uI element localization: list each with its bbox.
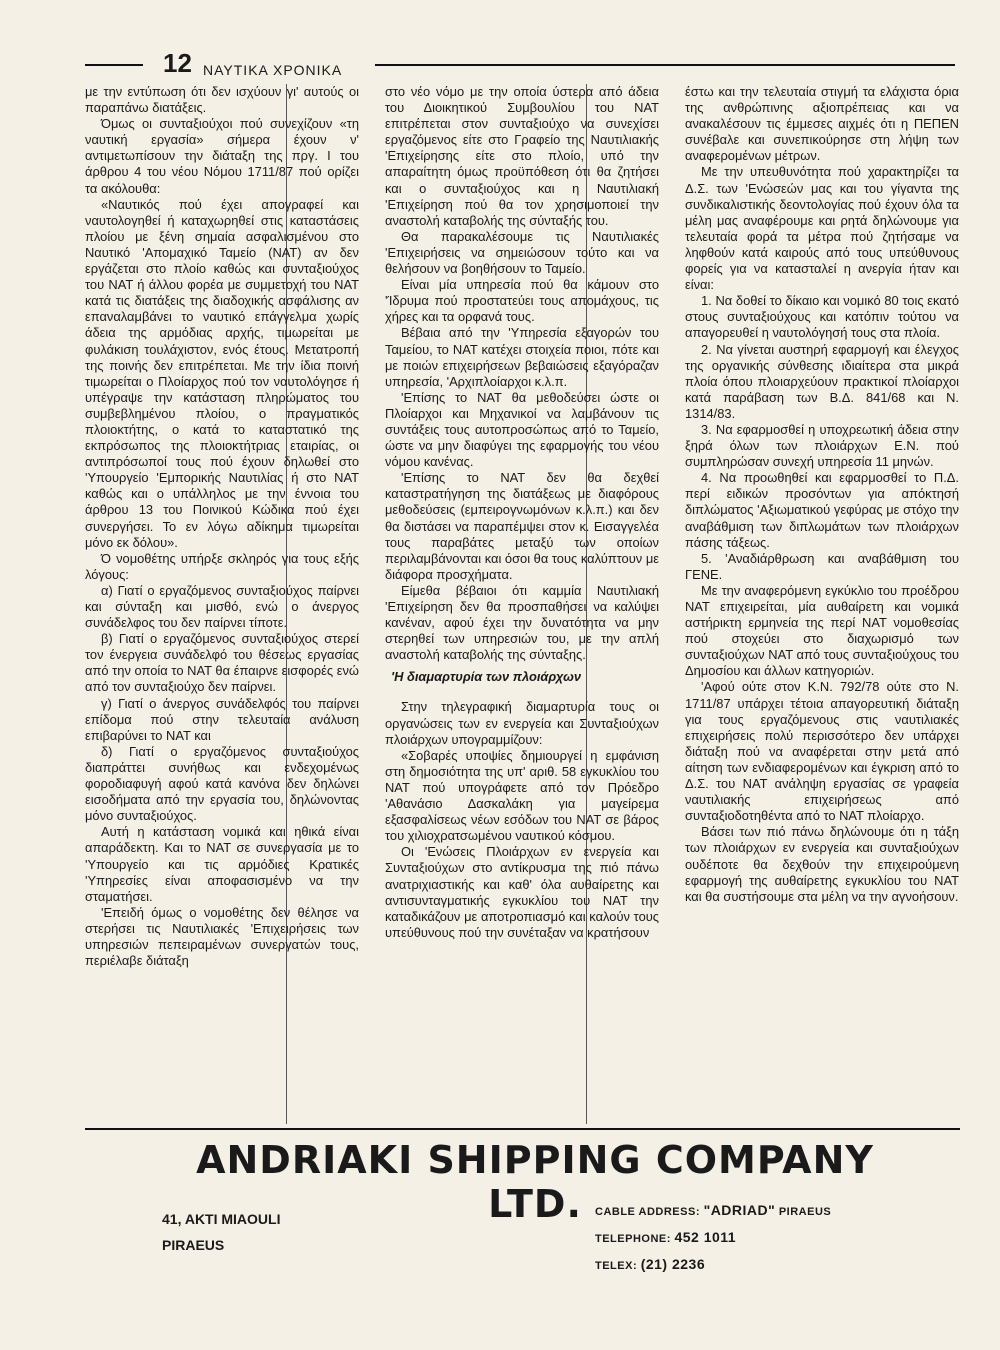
paragraph: 'Επίσης το ΝΑΤ δεν θα δεχθεί καταστρατήγηση της διατάξεως με διαφόρους μεθοδεύσεις (εμπειρογνωμόνων κ.λ.π.) και δεν θα διστάσει να παραπέμψει στον κ. Εισαγγελέα τους παραβάτες μεταξύ των οποίων περιλαμβάνονται και όσοι θα τους καλύπτουν με διάφορα προσχήματα.	[385, 470, 659, 582]
paragraph: Είμεθα βέβαιοι ότι καμμία Ναυτιλιακή 'Επιχείρηση δεν θα προσπαθήσει να καλύψει κανέναν, αφού έχει την δυνατότητα να μην στερηθεί των υπηρεσιών του, με την απλή αναστολή καταβολής της σύνταξης.	[385, 582, 659, 663]
paragraph: Βέβαια από την 'Υπηρεσία εξαγορών του Ταμείου, το ΝΑΤ κατέχει στοιχεία ποιοι, πότε και με ποιών επιχειρήσεων βεβαιώσεις εξαγόραζαν υπηρεσία, 'Αρχιπλοίαρχοι κ.λ.π.	[385, 325, 659, 389]
paragraph: Με την αναφερόμενη εγκύκλιο του προέδρου ΝΑΤ επιχειρείται, μία αυθαίρετη και νομικά αστήρικτη ερμηνεία της περί ΝΑΤ νομοθεσίας πού στοχεύει στο διαχωρισμό των συνταξιούχων ΝΑΤ από τους συνταξιούχους του Δημοσίου και άλλων κατηγοριών.	[685, 582, 959, 679]
section-subheading: 'Η διαμαρτυρία των πλοιάρχων	[391, 669, 582, 685]
advertisement-divider	[85, 1128, 960, 1130]
telephone-label: TELEPHONE:	[595, 1233, 671, 1245]
paragraph: β) Γιατί ο εργαζόμενος συνταξιούχος στερεί τον ένεργεια συνάδελφό του θέσεως εργασίας από την οποία το ΝΑΤ θα έπαιρνε εισφορές ενώ από τον συνταξιούχο δεν παίρνει.	[85, 631, 359, 695]
telex-line	[595, 1252, 831, 1279]
paragraph: 1. Να δοθεί το δίκαιο και νομικό 80 τοις εκατό στους συνταξιούχους και κατόπιν τούτου να απαγορευθεί η ναυτολόγησή τους στα πλοία.	[685, 293, 959, 341]
header-rule-left	[85, 64, 143, 66]
cable-value: "ADRIAD"	[703, 1202, 776, 1218]
advertisement-address	[162, 1206, 281, 1258]
paragraph: δ) Γιατί ο εργαζόμενος συνταξιούχος διαπράττει συνήθως και ενδεχομένως φοροδιαφυγή αφού κατά κανόνα δεν δηλώνει εισοδήματα από την εργασία του, δηλώνοντας μόνο συνταξιούχος.	[85, 743, 359, 824]
advertisement-company-name: ANDRIAKI SHIPPING COMPANY LTD.	[196, 1138, 874, 1226]
cable-label: CABLE ADDRESS:	[595, 1206, 700, 1218]
paragraph: Ό νομοθέτης υπήρξε σκληρός για τους εξής λόγους:	[85, 550, 359, 582]
address-street: 41, AKTI MIAOULI	[162, 1211, 281, 1227]
telephone-value: 452 1011	[674, 1229, 737, 1245]
header-rule-right	[375, 64, 955, 66]
advertisement-contact	[595, 1198, 831, 1279]
paragraph: 2. Να γίνεται αυστηρή εφαρμογή και έλεγχος της οργανικής σύνθεσης ιδιαίτερα στα μικρά πλοία όπου πλοιαρχεύουν πρακτικοί πλοίαρχοι κατά παράβαση των Β.Δ. 841/68 και Ν. 1314/83.	[685, 341, 959, 421]
telex-label: TELEX:	[595, 1260, 638, 1272]
paragraph: Όμως οι συνταξιούχοι πού συνεχίζουν «τη ναυτική εργασία» σήμερα έχουν ν' αντιμετωπίσουν την διάταξη της πργ. Ι του άρθρου 4 του νέου Νόμου 1711/87 πού ορίζει τα ακόλουθα:	[85, 116, 359, 196]
page-number: 12	[163, 48, 192, 78]
telephone-line	[595, 1225, 831, 1252]
paragraph: 3. Να εφαρμοσθεί η υποχρεωτική άδεια στην ξηρά όλων των πλοιάρχων Ε.Ν. πού συμπληρώσαν συνεχή υπηρεσία 11 μηνών.	[685, 421, 959, 470]
paragraph: 5. 'Αναδιάρθρωση και αναβάθμιση του ΓΕΝΕ.	[685, 550, 959, 582]
paragraph: Στην τηλεγραφική διαμαρτυρία τους οι οργανώσεις των εν ενεργεία και Συνταξιούχων πλοιάρχων υπογραμμίζουν:	[385, 699, 659, 747]
paragraph: α) Γιατί ο εργαζόμενος συνταξιούχος παίρνει και σύνταξη και μισθό, ενώ ο άνεργος συνάδελφος του δεν παίρνει τίποτε.	[85, 582, 359, 631]
paragraph: Αυτή η κατάσταση νομικά και ηθικά είναι απαράδεκτη. Και το ΝΑΤ σε συνεργασία με το 'Υπουργείο και τις αρμόδιες Κρατικές 'Υπηρεσίες είναι αποφασισμένο να την σταματήσει.	[85, 824, 359, 904]
paragraph: 'Επίσης το ΝΑΤ θα μεθοδεύσει ώστε οι Πλοίαρχοι και Μηχανικοί να λαμβάνουν τις συντάξεις τους αυτοπροσώπως από το Ταμείο, ώστε να μην διαφύγει της εφαρμογής του νέου νόμου κανένας.	[385, 389, 659, 470]
article-body	[85, 84, 960, 1124]
paragraph: με την εντύπωση ότι δεν ισχύουν γι' αυτούς οι παραπάνω διατάξεις.	[85, 84, 359, 116]
paragraph: 4. Να προωθηθεί και εφαρμοσθεί το Π.Δ. περί ειδικών προσόντων για απόκτησή διπλώματος 'Αξιωματικού γεφύρας με στόχο την αναβάθμιση των διπλωμάτων των πλοιάρχων πάσης τάξεως.	[685, 470, 959, 550]
cable-address-line	[595, 1198, 831, 1225]
paragraph: γ) Γιατί ο άνεργος συνάδελφός του παίρνει επίδομα πού στην τελευταία ανάλυση επιβαρύνει το ΝΑΤ και	[85, 695, 359, 743]
paragraph: Θα παρακαλέσουμε τις Ναυτιλιακές 'Επιχειρήσεις να σημειώσουν τούτο και να θελήσουν να βοηθήσουν το Ταμείο.	[385, 228, 659, 277]
publication-title: ΝΑΥΤΙΚΑ ΧΡΟΝΙΚΑ	[203, 62, 343, 78]
article-column-1	[85, 84, 359, 1124]
paragraph: «Ναυτικός πού έχει απογραφεί και ναυτολογηθεί ή καταχωρηθεί στις καταστάσεις πλοίου με ξένη σημαία ασφαλισμένου στο Ναυτικό 'Απομαχικό Ταμείο (ΝΑΤ) αν δεν εργάζεται στο πλοίο καθώς και συνταξιούχος του ΝΑΤ ή άλλου φορέα με συμμετοχή του ΝΑΤ κατά τις διατάξεις της διαδοχικής ασφάλισης αν επαναλαμβάνει το ναυτικό επάγγελμα χωρίς άδεια της αρμόδιας αρχής, τιμωρείται με φυλάκιση τουλάχιστον, ενός έτους. Μετατροπή της ποινής δεν επιτρέπεται. Με την ίδια ποινή τιμωρείται ο Πλοίαρχος πού τον ναυτολόγησε ή υπέγραψε την κατάσταση πληρώματος του συμβεβλημένου πλοίου, ο πραγματικός πλοιοκτήτης, ο κατά το καταστατικό της εκπρόσωπος της πλοιοκτήτριας εταιρίας, οι αντιπρόσωποί τους πού έχουν δηλωθεί στο 'Υπουργείο 'Εμπορικής Ναυτιλίας ή στο ΝΑΤ καθώς και ο υπάλληλος με την έννοια του άρθρου 13 του Ποινικού Κώδικα πού έχει συνεργήσει. Το εν λόγω αδίκημα τιμωρείται μόνο εκ δόλου».	[85, 196, 359, 550]
paragraph: «Σοβαρές υποψίες δημιουργεί η εμφάνιση στη δημοσιότητα της υπ' αριθ. 58 εγκυκλίου του ΝΑΤ πού υπογράφετε από τον Πρόεδρο 'Αθανάσιο Δασκαλάκη για μαγείρεμα εξασφαλίσεως νέων εσόδων του ΝΑΤ σε βάρος του χιλιοχρατσωμένου ναυτικού κόσμου.	[385, 747, 659, 844]
paragraph: Είναι μία υπηρεσία πού θα κάμουν στο 'Ίδρυμα πού προστατεύει τους απομάχους, τις χήρες και τα ορφανά τους.	[385, 277, 659, 325]
paragraph: στο νέο νόμο με την οποία ύστερα από άδεια του Διοικητικού Συμβουλίου του ΝΑΤ επιτρέπεται στον συνταξιούχο να συνεχίσει εργαζόμενος είτε στο Γραφείο της Ναυτιλιακής 'Επιχείρησης είτε στο πλοίο, υπό την απαραίτητη όμως προϋπόθεση ότι θα ζητήσει και ο συνταξιούχος και η Ναυτιλιακή 'Επιχείρηση πού θα τον χρησιμοποιεί την αναστολή καταβολής της σύνταξής του.	[385, 84, 659, 228]
telex-value: (21) 2236	[640, 1256, 706, 1272]
address-city: PIRAEUS	[162, 1237, 225, 1253]
paragraph: 'Αφού ούτε στον Κ.Ν. 792/78 ούτε στο Ν. 1711/87 υπάρχει τέτοια απαγορευτική διάταξη για τους εργαζόμενους στις ναυτιλιακές επιχειρήσεις πολύ περισσότερο δεν υπάρχει διάταξη πού να αναφέρεται στην μετά από αίτηση των ενδιαφερομένων και έγκριση από το Δ.Σ. του ΝΑΤ ανάληψη εργασίας σε γραφεία ναυτιλιακής επιχειρήσεως από συνταξιοδοτηθέντα από το ΝΑΤ πλοίαρχο.	[685, 679, 959, 824]
cable-city: PIRAEUS	[778, 1206, 832, 1218]
paragraph: Με την υπευθυνότητα πού χαρακτηρίζει τα Δ.Σ. των 'Ενώσεών μας και του γίγαντα της συνδικαλιστικής δεοντολογίας πού έχουν όλα τα μέλη μας αναφέρουμε και ρητά δηλώνουμε για τελευταία φορά τα μέτρα πού ζητήσαμε να ληφθούν κατά καιρούς από τους υπεύθυνους φορείς για να κατασταλεί η ανεργία ήταν και είναι:	[685, 164, 959, 293]
page-header	[85, 48, 955, 82]
paragraph: έστω και την τελευταία στιγμή τα ελάχιστα όρια της ανθρώπινης αξιοπρέπειας και να ανακαλέσουν τις έμμεσες αιχμές ότι η ΠΕΠΕΝ συνέβαλε και συνεπικούρησε στη λήψη των αναφερομένων μέτρων.	[685, 84, 959, 164]
paragraph: Βάσει των πιό πάνω δηλώνουμε ότι η τάξη των πλοιάρχων εν ενεργεία και συνταξιούχων ουδέποτε θα δεχθούν την επιχειρούμενη εφαρμογή της αυθαίρετης εγκυκλίου του ΝΑΤ και θα συστήσουμε στα μέλη να την αγνοήσουν.	[685, 824, 959, 904]
paragraph: Οι 'Ενώσεις Πλοιάρχων εν ενεργεία και Συνταξιούχων στο αντίκρυσμα της πιό πάνω ανατριχιαστικής και καθ' όλα αυθαίρετης και αντισυνταγματικής εγκυκλίου του ΝΑΤ την καταδικάζουν με αποτροπιασμό και καλούν τους υπεύθυνους πού την συνέταξαν να κρατήσουν	[385, 844, 659, 940]
article-column-2	[385, 84, 659, 1124]
article-column-3	[685, 84, 959, 1124]
paragraph: 'Επειδή όμως ο νομοθέτης δεν θέλησε να στερήσει τις Ναυτιλιακές 'Επιχειρήσεις των υπηρεσιών πεπειραμένων συνεργατών τους, περιέλαβε διάταξη	[85, 904, 359, 969]
